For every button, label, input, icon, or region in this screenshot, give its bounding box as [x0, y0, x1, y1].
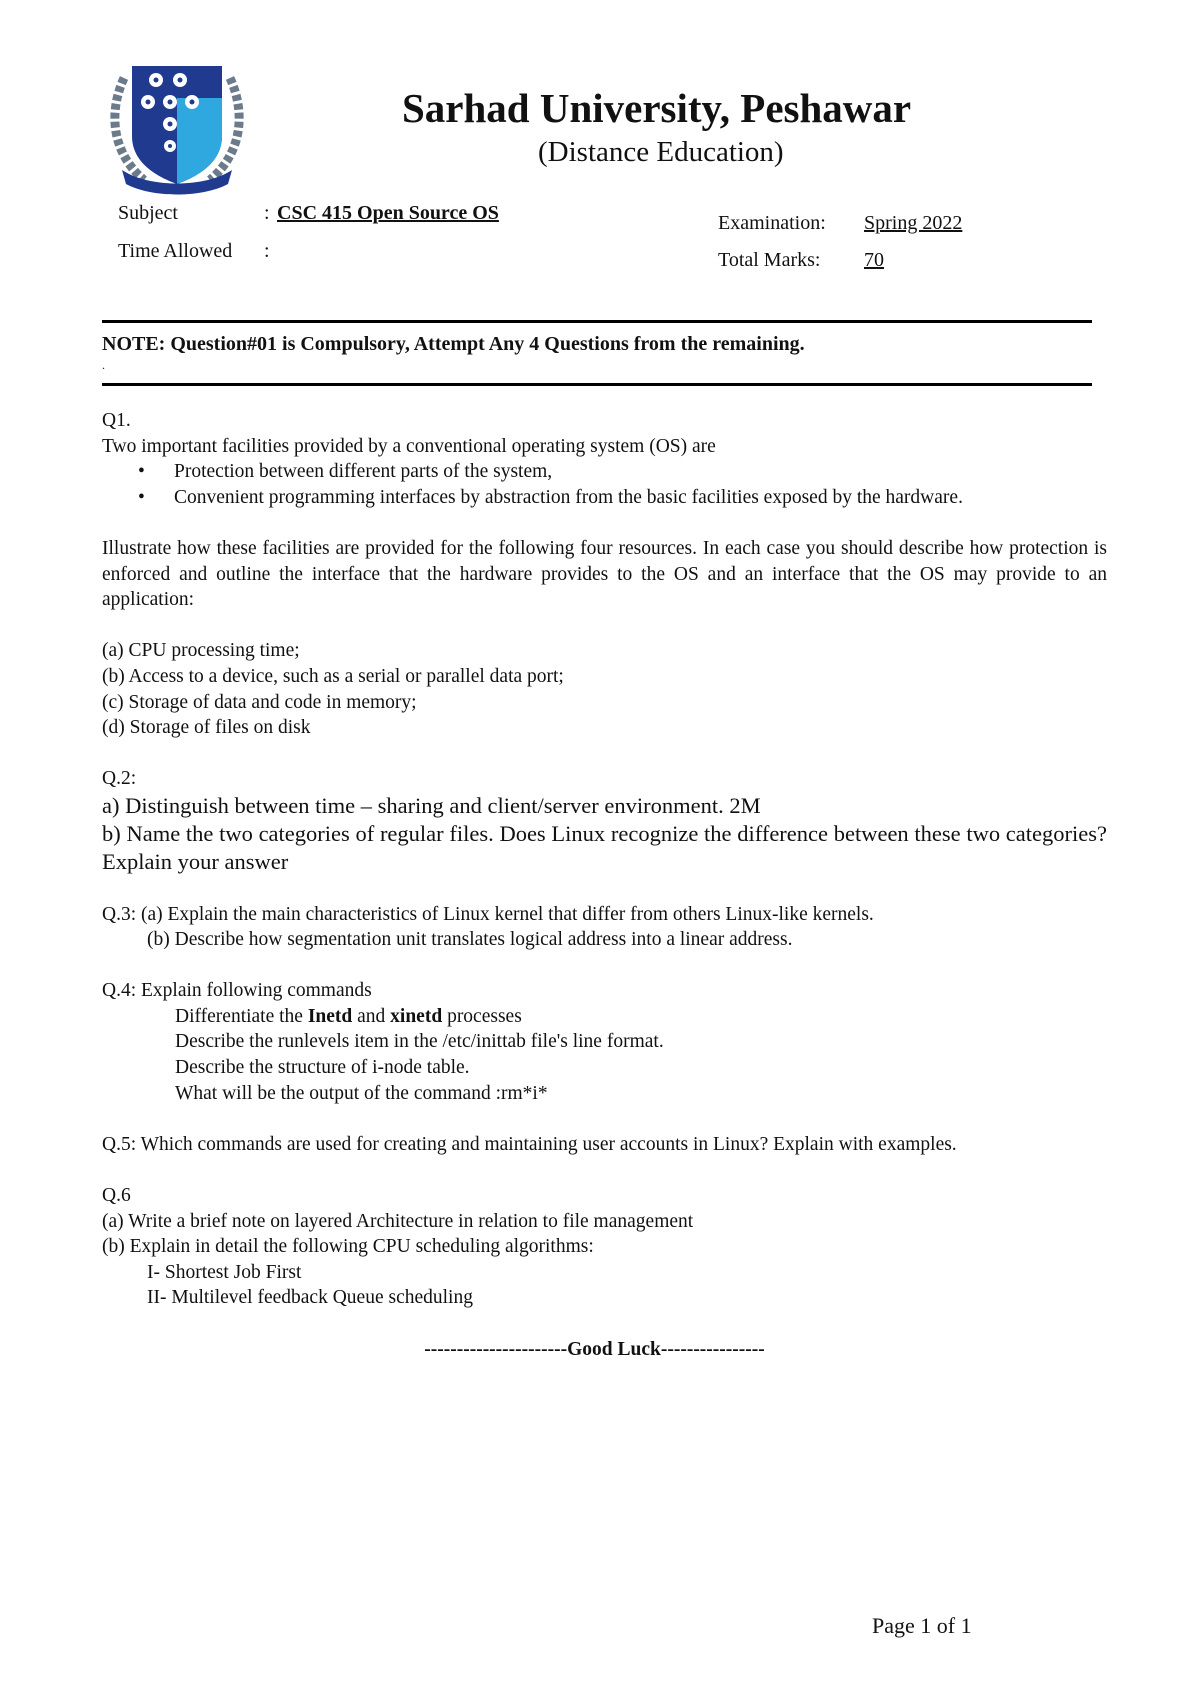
q4-inetd: Inetd	[307, 1005, 353, 1027]
q4-line-1-pre: Differentiate the	[175, 1005, 308, 1027]
q1-item: (d) Storage of files on disk	[102, 717, 311, 739]
q6-part-b: (b) Explain in detail the following CPU scheduling algorithms:	[102, 1236, 594, 1258]
examination-value: Spring 2022	[864, 212, 963, 234]
q3-part-a: Q.3: (a) Explain the main characteristics of Linux kernel that differ from others Linux-like kernels.	[102, 903, 874, 925]
bullet-icon: •	[138, 486, 145, 508]
q2-part-a: a) Distinguish between time – sharing and client/server environment. 2M	[102, 792, 761, 818]
q4-line-4: What will be the output of the command :rm*i*	[175, 1082, 548, 1104]
q1-item: (b) Access to a device, such as a serial or parallel data port;	[102, 665, 564, 687]
q6-item-2: II- Multilevel feedback Queue scheduling	[147, 1287, 473, 1309]
q1-bullet-text: Protection between different parts of the system,	[174, 461, 553, 483]
q3-part-b: (b) Describe how segmentation unit translates logical address into a linear address.	[147, 929, 793, 951]
q4-label: Q.4: Explain following commands	[102, 980, 372, 1002]
subject-separator: :	[264, 202, 270, 224]
q1-bullet-text: Convenient programming interfaces by abstraction from the basic facilities exposed by the hardware.	[174, 486, 963, 508]
good-luck: ----------------------Good Luck----------------	[424, 1338, 765, 1360]
q1-bullet	[102, 459, 1107, 485]
q5: Q.5: Which commands are used for creating and maintaining user accounts in Linux? Explain with examples.	[102, 1133, 957, 1155]
q4-line-3: Describe the structure of i-node table.	[175, 1057, 470, 1079]
university-name: Sarhad University, Peshawar	[402, 85, 912, 131]
q6-label: Q.6	[102, 1185, 131, 1207]
page-number: Page 1 of 1	[872, 1613, 972, 1638]
time-allowed-label: Time Allowed	[118, 240, 233, 262]
q1-item: (a) CPU processing time;	[102, 640, 300, 662]
time-allowed-separator: :	[264, 240, 270, 262]
q4-xinetd: xinetd	[390, 1005, 443, 1027]
top-divider	[102, 320, 1092, 323]
university-logo	[104, 58, 250, 200]
q6-part-a: (a) Write a brief note on layered Architecture in relation to file management	[102, 1210, 694, 1232]
q1-label: Q1.	[102, 410, 131, 431]
instructions-note: NOTE: Question#01 is Compulsory, Attempt Any 4 Questions from the remaining.	[102, 333, 805, 355]
q1-intro: Two important facilities provided by a conventional operating system (OS) are	[102, 435, 716, 457]
q1-paragraph: Illustrate how these facilities are provided for the following four resources. In each case you should describe how protection is enforced and outline the interface that the hardware provides to the OS and an interface that the OS may provide to an application:	[102, 537, 1107, 611]
bottom-divider	[102, 383, 1092, 386]
q4-line-1	[102, 1004, 1107, 1030]
university-subtitle: (Distance Education)	[538, 136, 784, 168]
q1-item: (c) Storage of data and code in memory;	[102, 691, 417, 713]
q4-line-1-mid: and	[352, 1005, 391, 1027]
bullet-icon: •	[138, 461, 145, 483]
questions	[102, 408, 1107, 1362]
examination-label: Examination:	[718, 212, 826, 234]
subject-label: Subject	[118, 202, 178, 224]
total-marks-value: 70	[864, 249, 884, 271]
q4-line-1-post: processes	[442, 1005, 522, 1027]
total-marks-label: Total Marks:	[718, 249, 821, 271]
q6-item-1: I- Shortest Job First	[147, 1261, 302, 1283]
subject-value: CSC 415 Open Source OS	[277, 202, 499, 224]
q2-label: Q.2:	[102, 768, 137, 790]
q1-bullet	[102, 485, 1107, 511]
q4-line-2: Describe the runlevels item in the /etc/inittab file's line format.	[175, 1031, 664, 1053]
note-dot: .	[102, 358, 105, 372]
q2-part-b: b) Name the two categories of regular files. Does Linux recognize the difference between these two categories? Explain your answer	[102, 820, 1107, 874]
